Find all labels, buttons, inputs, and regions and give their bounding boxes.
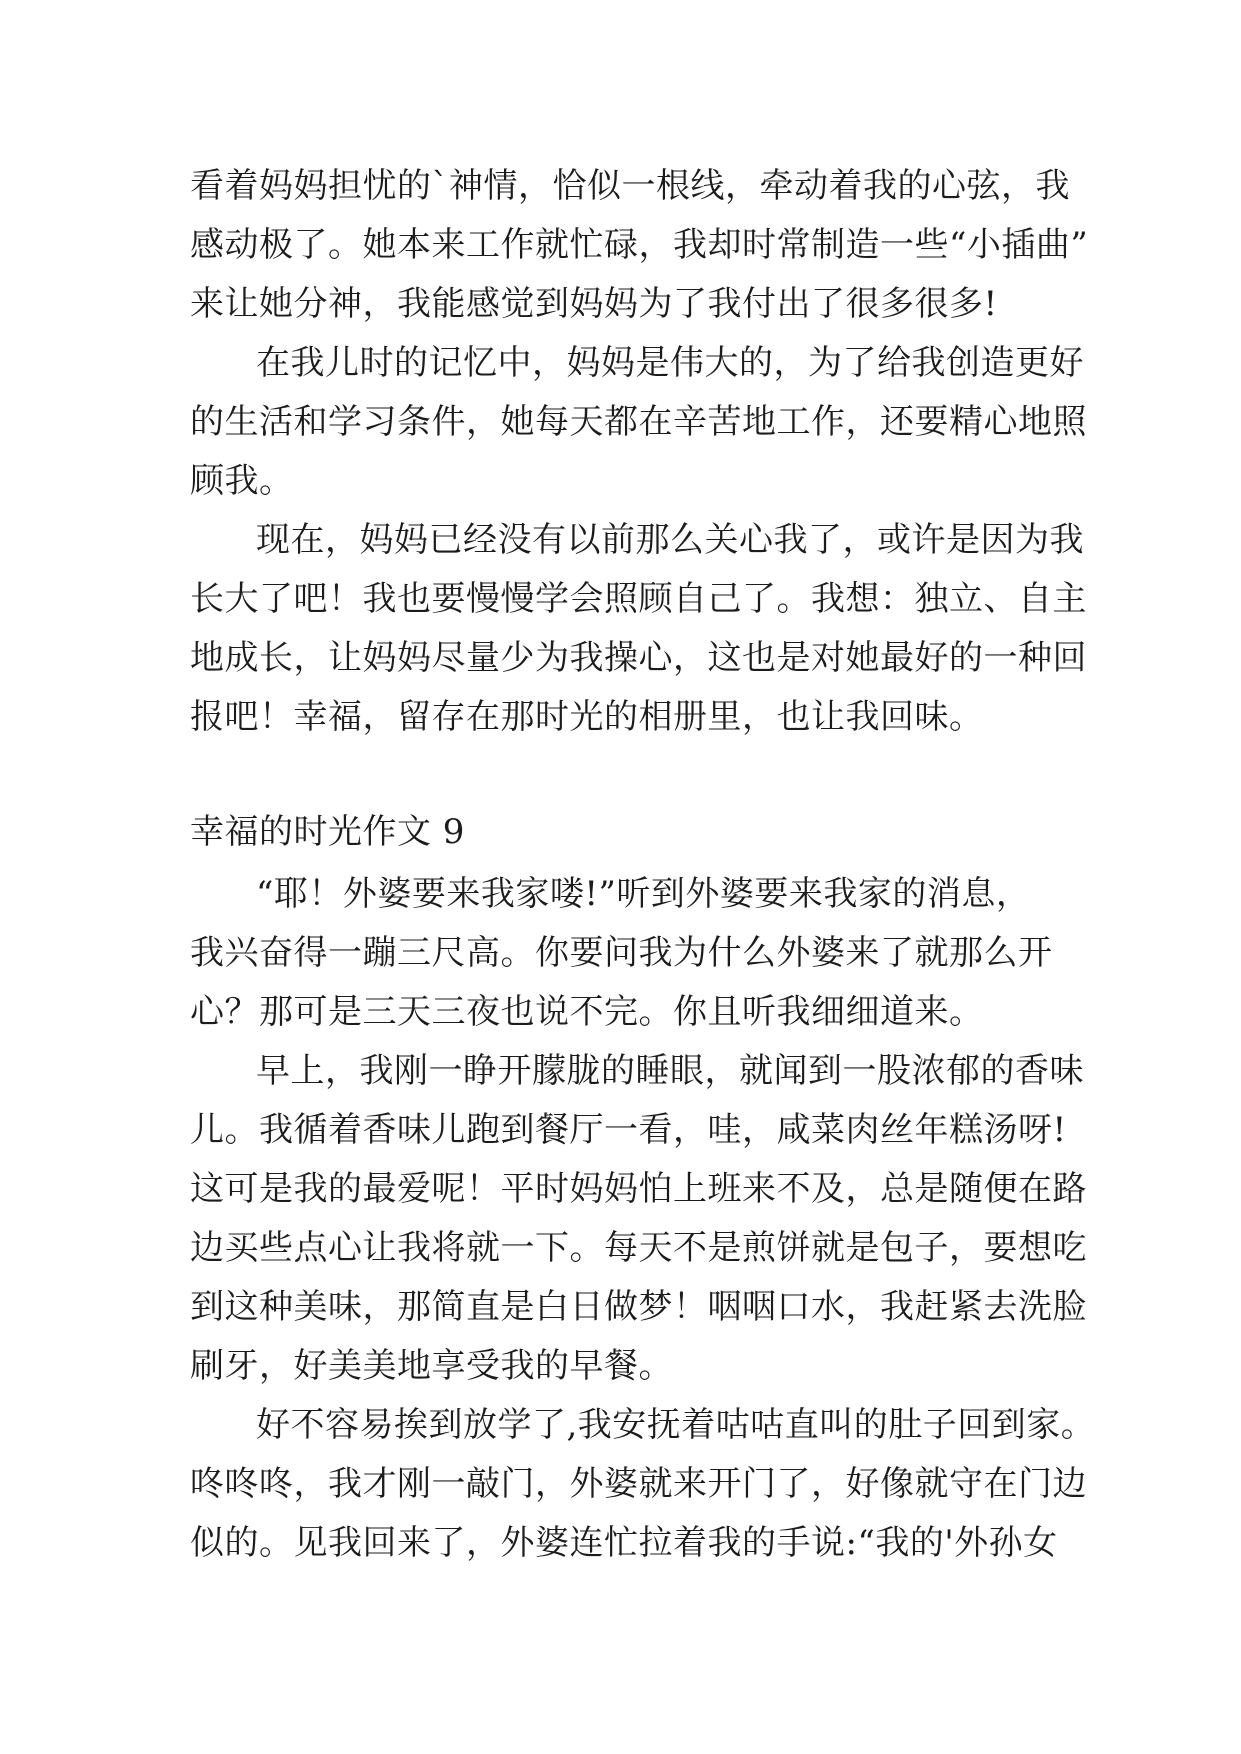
paragraph-line: 长大了吧！我也要慢慢学会照顾自己了。我想：独立、自主: [190, 579, 1087, 619]
paragraph-line: 感动极了。她本来工作就忙碌，我却时常制造一些“小插曲”: [190, 225, 1089, 265]
paragraph-line: 报吧！幸福，留存在那时光的相册里，也让我回味。: [190, 697, 984, 737]
paragraph-line: 在我儿时的记忆中，妈妈是伟大的，为了给我创造更好: [256, 343, 1084, 383]
paragraph-line: 似的。见我回来了，外婆连忙拉着我的手说:“我的'外孙女: [190, 1523, 1058, 1563]
paragraph-line: 这可是我的最爱呢！平时妈妈怕上班来不及，总是随便在路: [190, 1169, 1087, 1209]
paragraph-line: 早上，我刚一睁开朦胧的睡眼，就闻到一股浓郁的香味: [256, 1051, 1084, 1091]
paragraph-line: 的生活和学习条件，她每天都在辛苦地工作，还要精心地照: [190, 402, 1087, 442]
paragraph-line: “耶！外婆要来我家喽!”听到外婆要来我家的消息，: [256, 874, 1031, 914]
paragraph-line: 看着妈妈担忧的`神情，恰似一根线，牵动着我的心弦，我: [190, 166, 1070, 206]
paragraph-line: 儿。我循着香味儿跑到餐厅一看，哇，咸菜肉丝年糕汤呀!: [190, 1110, 1067, 1150]
section-heading: 幸福的时光作文 9: [190, 812, 465, 852]
paragraph-line: 边买些点心让我将就一下。每天不是煎饼就是包子，要想吃: [190, 1228, 1087, 1268]
paragraph-line: 刷牙，好美美地享受我的早餐。: [190, 1346, 673, 1386]
paragraph-line: 好不容易挨到放学了,我安抚着咕咕直叫的肚子回到家。: [256, 1405, 1096, 1445]
paragraph-line: 心？那可是三天三夜也说不完。你且听我细细道来。: [190, 992, 984, 1032]
paragraph-line: 咚咚咚，我才刚一敲门，外婆就来开门了，好像就守在门边: [190, 1464, 1087, 1504]
paragraph-line: 顾我。: [190, 461, 294, 501]
paragraph-line: 到这种美味，那简直是白日做梦！咽咽口水，我赶紧去洗脸: [190, 1287, 1087, 1327]
paragraph-line: 来让她分神，我能感觉到妈妈为了我付出了很多很多!: [190, 284, 998, 324]
paragraph-line: 地成长，让妈妈尽量少为我操心，这也是对她最好的一种回: [190, 638, 1087, 678]
paragraph-line: 现在，妈妈已经没有以前那么关心我了，或许是因为我: [256, 520, 1084, 560]
paragraph-line: 我兴奋得一蹦三尺高。你要问我为什么外婆来了就那么开: [190, 933, 1053, 973]
